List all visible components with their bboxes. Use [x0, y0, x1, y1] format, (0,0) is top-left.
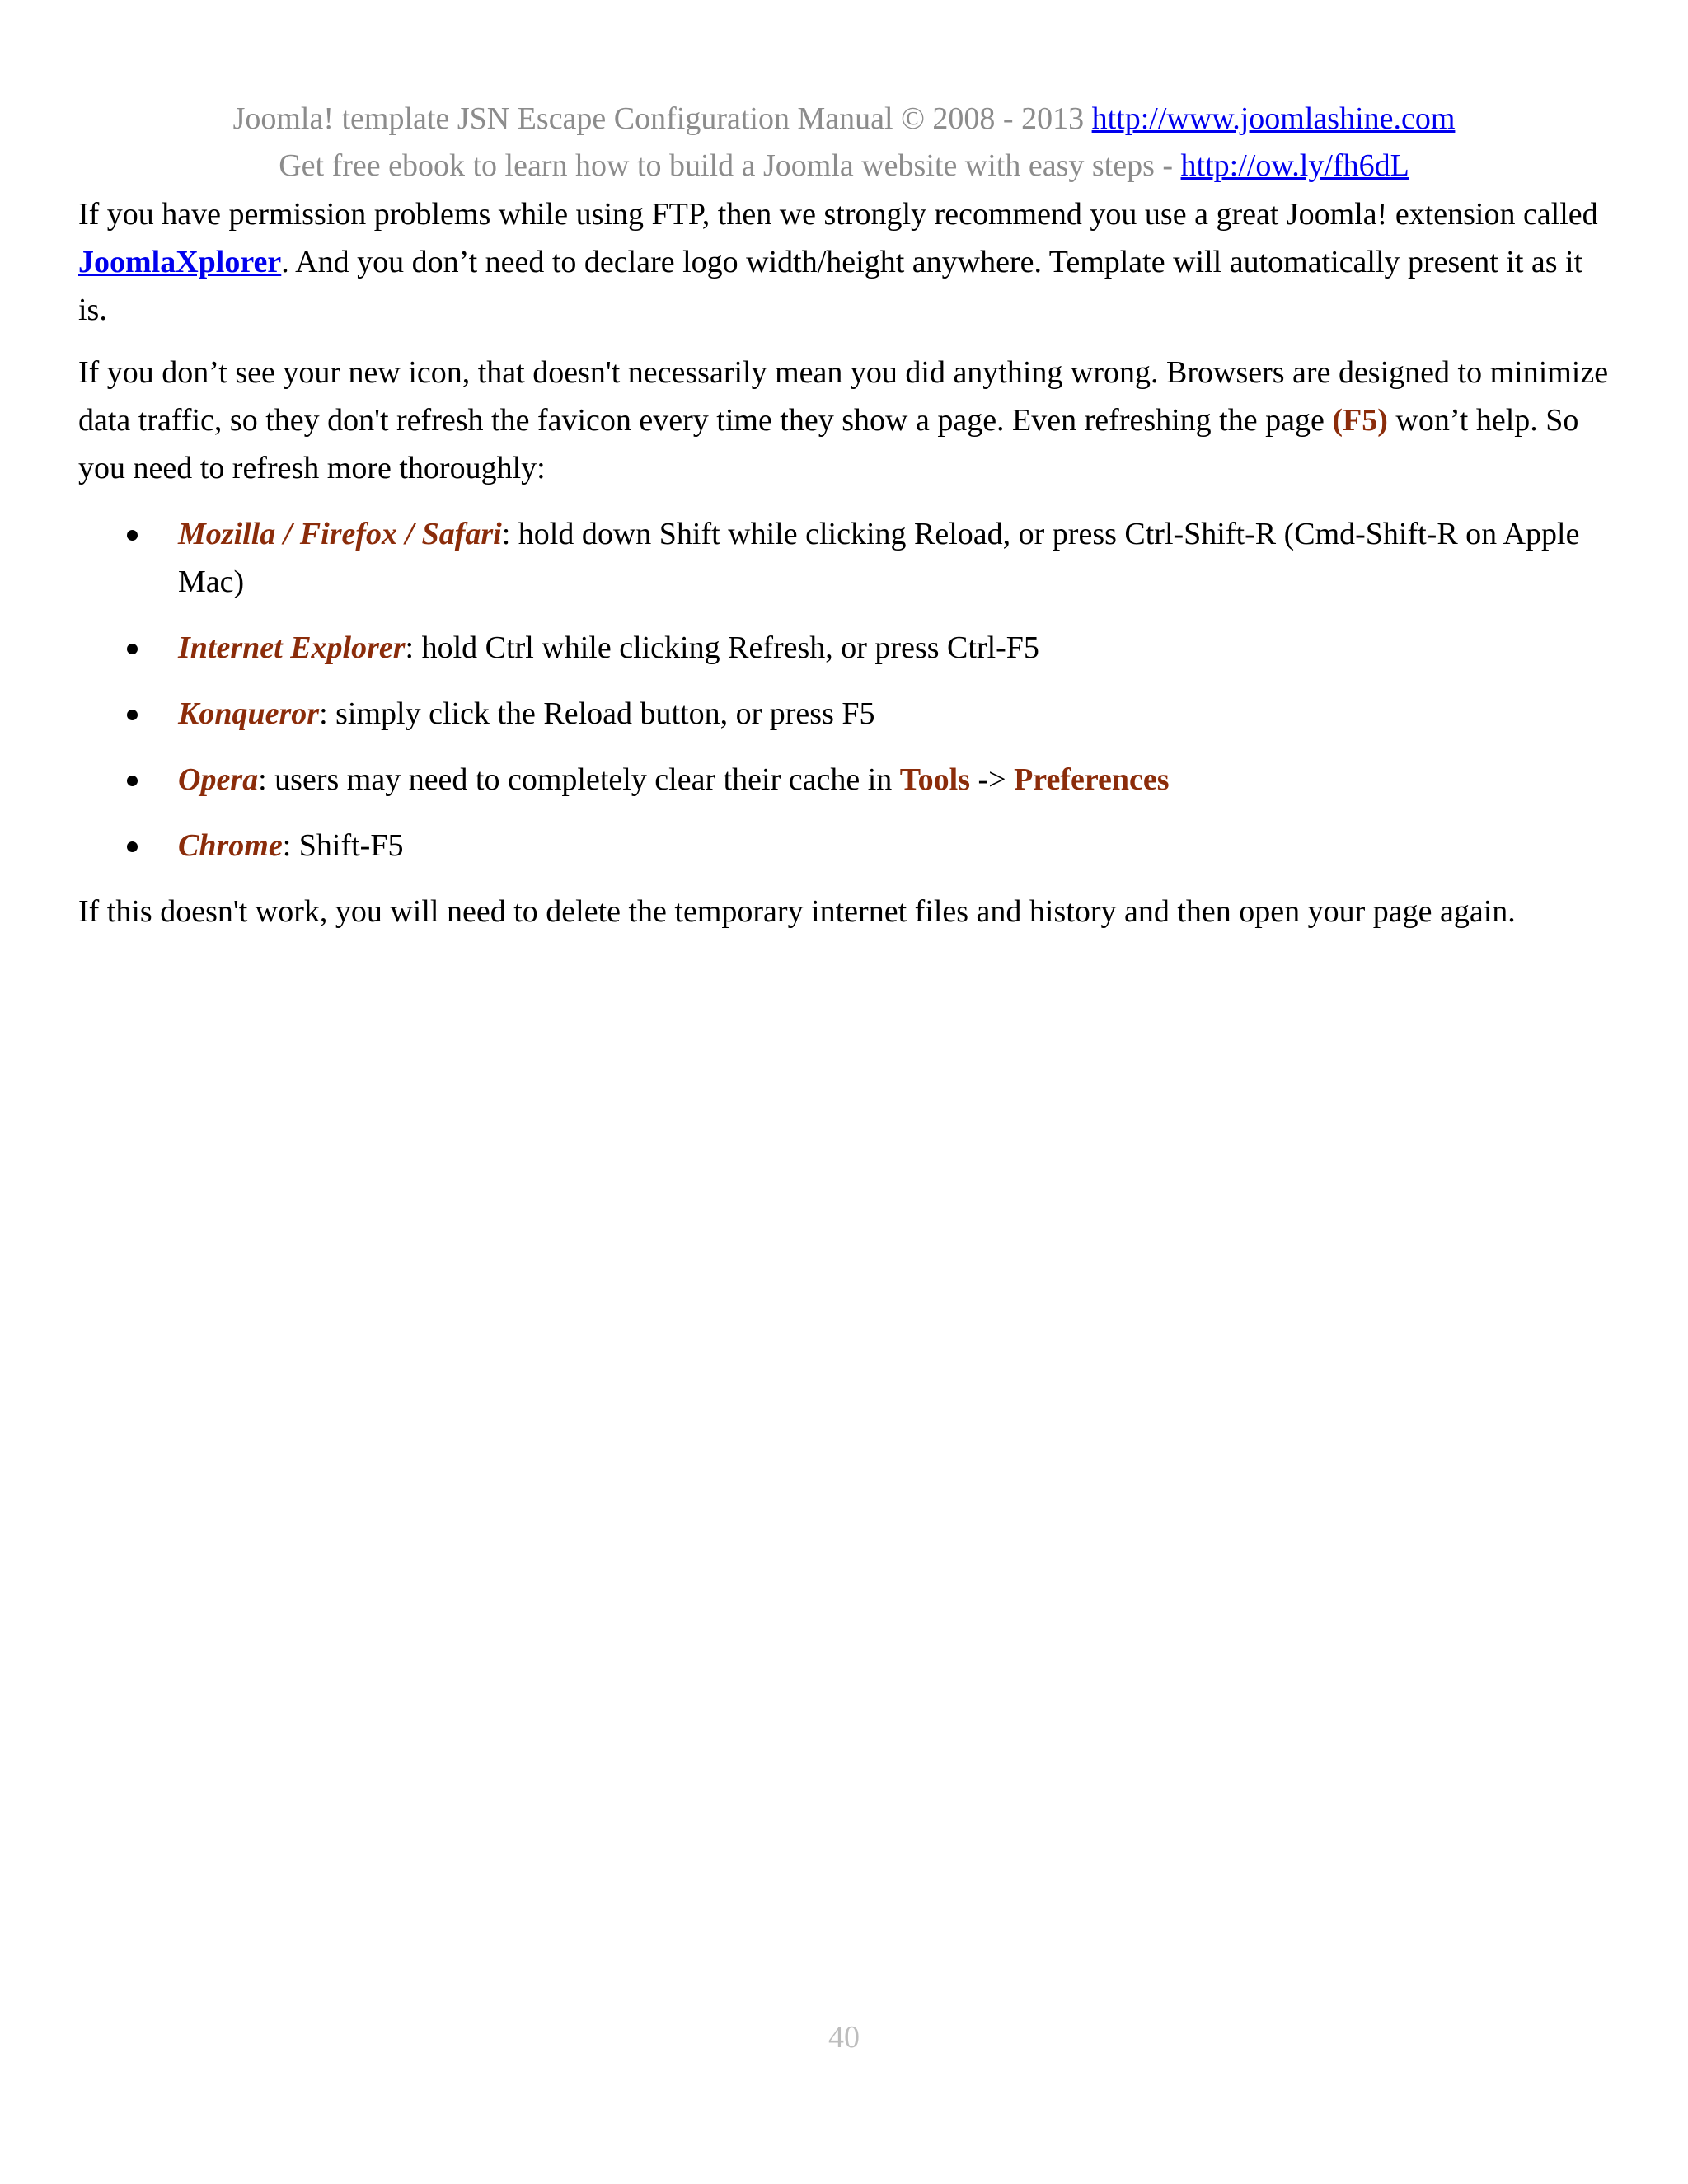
joomlashine-link[interactable]: http://www.joomlashine.com: [1091, 101, 1456, 136]
paragraph-favicon: [78, 349, 1611, 492]
bullet-icon: [127, 841, 138, 852]
browser-instruction: : hold Ctrl while clicking Refresh, or press Ctrl-F5: [405, 630, 1039, 665]
paragraph-favicon-text-1: If you don’t see your new icon, that doesn't necessarily mean you did anything wrong. Browsers are designed to minimize data traffic, so they don't refresh the favicon every time they show a page. Even refreshing the page: [78, 355, 1609, 438]
browser-instruction: : users may need to completely clear their cache in: [258, 762, 900, 797]
list-item-opera: [78, 756, 1611, 804]
header-line-1: [0, 96, 1688, 143]
menu-tools: Tools: [899, 762, 970, 797]
f5-key-highlight: (F5): [1332, 403, 1388, 438]
browser-name: Chrome: [178, 828, 283, 863]
header-line-2: [0, 143, 1688, 190]
bullet-icon: [127, 644, 138, 654]
bullet-icon: [127, 776, 138, 786]
list-item-konqueror: [78, 690, 1611, 738]
paragraph-ftp-text-1: If you have permission problems while using FTP, then we strongly recommend you use a great Joomla! extension called: [78, 197, 1598, 232]
bullet-icon: [127, 530, 138, 541]
browser-name: Mozilla / Firefox / Safari: [178, 517, 502, 551]
browser-name: Opera: [178, 762, 259, 797]
paragraph-ftp-text-2: . And you don’t need to declare logo width/height anywhere. Template will automatically present it as it is.: [78, 245, 1583, 327]
header-ebook-text: Get free ebook to learn how to build a Joomla website with easy steps -: [279, 148, 1181, 183]
browser-list: [78, 510, 1611, 869]
list-item-chrome: [78, 822, 1611, 869]
bullet-icon: [127, 710, 138, 720]
header-copyright-text: Joomla! template JSN Escape Configuration Manual © 2008 - 2013: [232, 101, 1092, 136]
ebook-link[interactable]: http://ow.ly/fh6dL: [1180, 148, 1409, 183]
joomlaxplorer-link[interactable]: JoomlaXplorer: [78, 245, 282, 279]
body-content: [78, 190, 1611, 950]
list-item-mozilla: [78, 510, 1611, 606]
paragraph-ftp: [78, 190, 1611, 334]
browser-name: Internet Explorer: [178, 630, 406, 665]
browser-instruction: : simply click the Reload button, or press F5: [319, 696, 875, 731]
menu-separator: ->: [969, 762, 1015, 797]
paragraph-favicon-text-2: won’t help. So you need to refresh more thoroughly:: [78, 403, 1579, 485]
list-item-ie: [78, 624, 1611, 672]
paragraph-closing: If this doesn't work, you will need to delete the temporary internet files and history and then open your page again.: [78, 894, 1516, 929]
browser-name: Konqueror: [178, 696, 320, 731]
page-number: 40: [828, 2020, 860, 2055]
browser-instruction: : hold down Shift while clicking Reload, or press Ctrl-Shift-R (Cmd-Shift-R on Apple Mac): [178, 517, 1580, 599]
menu-preferences: Preferences: [1014, 762, 1170, 797]
browser-instruction: : Shift-F5: [282, 828, 404, 863]
